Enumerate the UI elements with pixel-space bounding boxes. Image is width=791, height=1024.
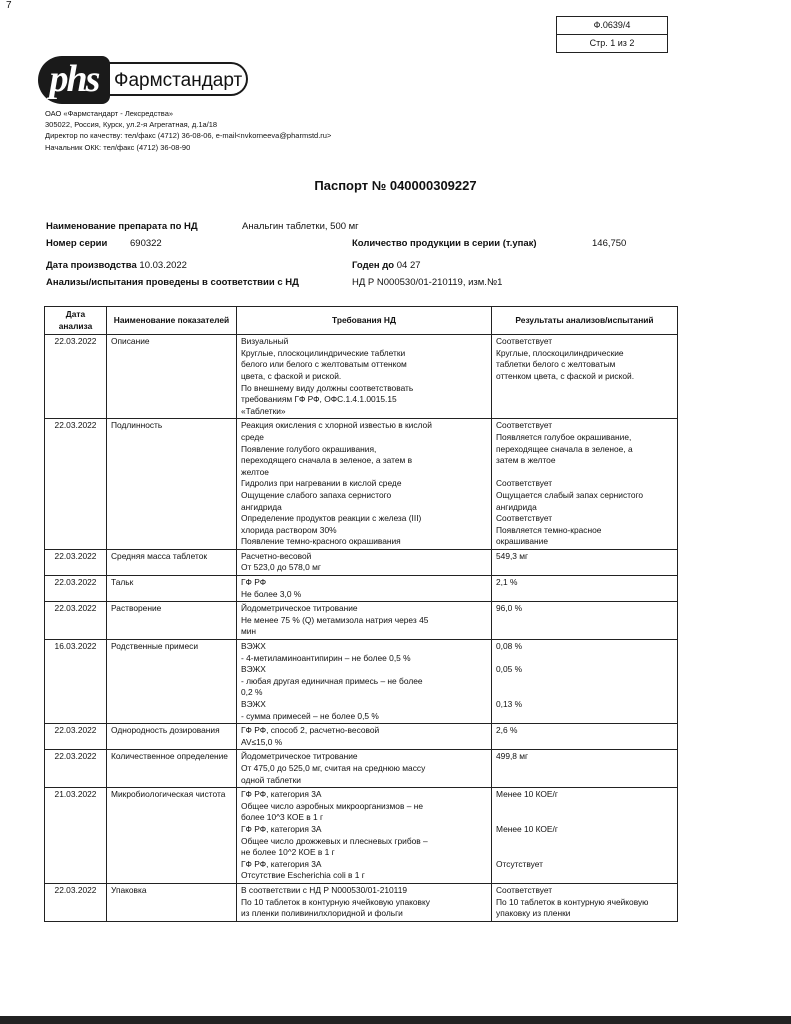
- result-line: Соответствует: [496, 336, 553, 347]
- result-line: [496, 676, 673, 688]
- requirements-cell: [237, 640, 492, 724]
- result-line: 0,13 %: [496, 699, 523, 709]
- result-line: [496, 711, 673, 723]
- result-line: ангидрида: [496, 501, 537, 512]
- requirement-line: мин: [241, 626, 257, 637]
- result-line: Соответствует: [496, 478, 553, 489]
- requirement-line: Круглые, плоскоцилиндрические таблетки: [241, 347, 406, 358]
- result-line: затем в желтое: [496, 455, 556, 466]
- indicator-name: Тальк: [107, 576, 237, 602]
- indicator-name: Родственные примеси: [107, 640, 237, 724]
- results-cell: [492, 602, 678, 640]
- requirement-line: ВЭЖХ: [241, 699, 266, 709]
- header-indicator: Наименование показателей: [107, 307, 237, 335]
- result-line: [496, 801, 673, 813]
- requirement-line: ГФ РФ, категория 3А: [241, 789, 322, 800]
- result-line: Отсутствует: [496, 858, 543, 869]
- drug-name-value: Анальгин таблетки, 500 мг: [242, 221, 359, 232]
- results-cell: [492, 576, 678, 602]
- requirements-cell: [237, 549, 492, 575]
- requirement-line: Общее число дрожжевых и плесневых грибов –: [241, 835, 428, 846]
- requirement-line: От 523,0 до 578,0 мг: [241, 562, 321, 573]
- requirements-cell: [237, 724, 492, 750]
- requirement-line: ГФ РФ, способ 2, расчетно-весовой: [241, 725, 380, 736]
- logo-brand-name: Фармстандарт: [108, 62, 248, 96]
- table-row: [45, 549, 678, 575]
- requirement-line: - 4-метиламиноантипирин – не более 0,5 %: [241, 652, 411, 663]
- result-line: [496, 847, 673, 859]
- results-cell: [492, 640, 678, 724]
- requirement-line: из пленки поливинилхлоридной и фольги: [241, 908, 403, 919]
- requirements-cell: [237, 419, 492, 550]
- results-cell: [492, 883, 678, 921]
- requirement-line: Ощущение слабого запаха сернистого: [241, 489, 392, 500]
- scan-edge: [0, 1016, 791, 1024]
- expiry-date: [352, 260, 421, 271]
- requirement-line: Гидролиз при нагревании в кислой среде: [241, 478, 402, 489]
- requirement-line: Общее число аэробных микроорганизмов – не: [241, 800, 424, 811]
- requirement-line: переходящего сначала в зеленое, а затем в: [241, 455, 413, 466]
- company-logo: [38, 56, 250, 104]
- page-indicator: Стр. 1 из 2: [557, 34, 667, 52]
- header-requirements: Требования НД: [237, 307, 492, 335]
- requirement-line: не более 10^2 КОЕ в 1 г: [241, 847, 335, 858]
- table-row: [45, 788, 678, 884]
- result-line: 96,0 %: [496, 603, 523, 614]
- table-header-row: [45, 307, 678, 335]
- table-row: [45, 750, 678, 788]
- expiry-value: 04 27: [396, 260, 421, 271]
- result-line: [496, 653, 673, 665]
- table-row: [45, 335, 678, 419]
- series-value: 690322: [130, 238, 162, 249]
- requirement-line: Отсутствие Escherichia coli в 1 г: [241, 870, 365, 881]
- indicator-name: Количественное определение: [107, 750, 237, 788]
- result-line: [496, 812, 673, 824]
- table-row: [45, 883, 678, 921]
- requirements-cell: [237, 883, 492, 921]
- indicator-name: Описание: [107, 335, 237, 419]
- passport-title: Паспорт № 040000309227: [314, 178, 477, 193]
- result-line: [496, 467, 673, 479]
- series-label: Номер серии: [46, 238, 108, 249]
- indicator-name: Однородность дозирования: [107, 724, 237, 750]
- nd-reference: НД Р N000530/01-210119, изм.№1: [352, 277, 503, 288]
- quality-director-contact: Директор по качеству: тел/факс (4712) 36-08-06, e-mail<nvkorneeva@pharmstd.ru>: [45, 131, 332, 140]
- analysis-date: 22.03.2022: [45, 602, 107, 640]
- results-cell: [492, 788, 678, 884]
- requirement-line: «Таблетки»: [241, 405, 286, 416]
- requirement-line: ВЭЖХ: [241, 641, 266, 652]
- result-line: 2,6 %: [496, 725, 518, 736]
- result-line: 0,05 %: [496, 664, 523, 675]
- result-line: [496, 687, 673, 699]
- production-date-label: Дата производства: [46, 260, 137, 271]
- requirement-line: От 475,0 до 525,0 мг, считая на среднюю массу: [241, 762, 426, 773]
- result-line: [496, 870, 673, 882]
- quantity-value: 146,750: [592, 238, 627, 249]
- table-row: [45, 576, 678, 602]
- result-line: упаковку из пленки: [496, 908, 571, 919]
- analysis-date: 22.03.2022: [45, 576, 107, 602]
- header-results: Результаты анализов/испытаний: [492, 307, 678, 335]
- requirement-line: Реакция окисления с хлорной известью в кислой: [241, 420, 432, 431]
- requirement-line: Расчетно-весовой: [241, 550, 312, 561]
- requirement-line: одной таблетки: [241, 774, 301, 785]
- table-body: [45, 335, 678, 922]
- requirement-line: Не более 3,0 %: [241, 588, 302, 599]
- requirements-cell: [237, 576, 492, 602]
- requirement-line: ВЭЖХ: [241, 664, 266, 675]
- corner-mark: 7: [6, 0, 12, 11]
- table-row: [45, 602, 678, 640]
- requirement-line: AV≤15,0 %: [241, 736, 283, 747]
- table-row: [45, 640, 678, 724]
- result-line: [496, 836, 673, 848]
- requirement-line: хлорида раствором 30%: [241, 524, 337, 535]
- requirement-line: Не менее 75 % (Q) метамизола натрия через 45: [241, 614, 429, 625]
- indicator-name: Растворение: [107, 602, 237, 640]
- requirement-line: По 10 таблеток в контурную ячейковую упаковку: [241, 896, 430, 907]
- requirement-line: белого или белого с желтоватым оттенком: [241, 359, 407, 370]
- requirement-line: - любая другая единичная примесь – не более: [241, 675, 423, 686]
- result-line: Соответствует: [496, 420, 553, 431]
- result-line: Появляется голубое окрашивание,: [496, 431, 632, 442]
- requirement-line: Появление голубого окрашивания,: [241, 443, 377, 454]
- result-line: 2,1 %: [496, 577, 518, 588]
- requirement-line: требованиям ГФ РФ, ОФС.1.4.1.0015.15: [241, 394, 397, 405]
- requirement-line: желтое: [241, 466, 269, 477]
- result-line: Ощущается слабый запах сернистого: [496, 489, 644, 500]
- production-date-value: 10.03.2022: [139, 260, 187, 271]
- header-date: Дата анализа: [45, 307, 107, 335]
- requirement-line: ГФ РФ, категория 3А: [241, 823, 322, 834]
- analysis-date: 22.03.2022: [45, 724, 107, 750]
- requirement-line: цвета, с фаской и риской.: [241, 370, 342, 381]
- analysis-date: 22.03.2022: [45, 335, 107, 419]
- analysis-date: 22.03.2022: [45, 549, 107, 575]
- requirements-cell: [237, 602, 492, 640]
- indicator-name: Упаковка: [107, 883, 237, 921]
- requirement-line: Визуальный: [241, 336, 289, 347]
- requirement-line: - сумма примесей – не более 0,5 %: [241, 710, 379, 721]
- analysis-date: 22.03.2022: [45, 419, 107, 550]
- results-cell: [492, 335, 678, 419]
- requirement-line: 0,2 %: [241, 687, 263, 698]
- analysis-date: 22.03.2022: [45, 750, 107, 788]
- requirement-line: Появление темно-красного окрашивания: [241, 536, 401, 547]
- requirement-line: Йодометрическое титрование: [241, 751, 358, 762]
- result-line: 549,3 мг: [496, 550, 529, 561]
- requirements-cell: [237, 335, 492, 419]
- quantity-label: Количество продукции в серии (т.упак): [352, 238, 537, 249]
- results-cell: [492, 549, 678, 575]
- analysis-table: [44, 306, 678, 922]
- result-line: таблетки белого с желтоватым: [496, 359, 616, 370]
- analysis-date: 22.03.2022: [45, 883, 107, 921]
- result-line: По 10 таблеток в контурную ячейковую: [496, 896, 649, 907]
- requirements-cell: [237, 788, 492, 884]
- result-line: Появляется темно-красное: [496, 524, 602, 535]
- result-line: оттенком цвета, с фаской и риской.: [496, 370, 635, 381]
- form-code-box: [556, 16, 668, 53]
- tests-conducted-label: Анализы/испытания проведены в соответствии с НД: [46, 277, 299, 288]
- company-address: 305022, Россия, Курск, ул.2-я Агрегатная, д.1а/18: [45, 120, 218, 129]
- analysis-date: 21.03.2022: [45, 788, 107, 884]
- requirement-line: Определение продуктов реакции с железа (III): [241, 513, 422, 524]
- requirement-line: более 10^3 КОЕ в 1 г: [241, 812, 324, 823]
- table-row: [45, 419, 678, 550]
- results-cell: [492, 724, 678, 750]
- requirement-line: ангидрида: [241, 501, 282, 512]
- result-line: Круглые, плоскоцилиндрические: [496, 347, 624, 358]
- okk-head-contact: Начальник ОКК: тел/факс (4712) 36-08-90: [45, 143, 191, 152]
- indicator-name: Подлинность: [107, 419, 237, 550]
- result-line: Соответствует: [496, 513, 553, 524]
- result-line: окрашивание: [496, 536, 549, 547]
- indicator-name: Средняя масса таблеток: [107, 549, 237, 575]
- requirement-line: ГФ РФ: [241, 577, 267, 588]
- result-line: 499,8 мг: [496, 751, 529, 762]
- requirement-line: среде: [241, 431, 264, 442]
- results-cell: [492, 750, 678, 788]
- result-line: Менее 10 КОЕ/г: [496, 823, 558, 834]
- result-line: 0,08 %: [496, 641, 523, 652]
- indicator-name: Микробиологическая чистота: [107, 788, 237, 884]
- expiry-label: Годен до: [352, 260, 395, 271]
- requirement-line: Йодометрическое титрование: [241, 603, 358, 614]
- requirements-cell: [237, 750, 492, 788]
- results-cell: [492, 419, 678, 550]
- company-name: ОАО «Фармстандарт - Лексредства»: [45, 109, 174, 118]
- requirement-line: ГФ РФ, категория 3А: [241, 858, 322, 869]
- result-line: Менее 10 КОЕ/г: [496, 789, 558, 800]
- result-line: Соответствует: [496, 884, 553, 895]
- form-code: Ф.0639/4: [593, 20, 631, 30]
- table-row: [45, 724, 678, 750]
- requirement-line: По внешнему виду должны соответствовать: [241, 382, 414, 393]
- logo-mark: phs: [38, 56, 110, 104]
- requirement-line: В соответствии с НД Р N000530/01-210119: [241, 884, 408, 895]
- result-line: переходящее сначала в зеленое, а: [496, 443, 633, 454]
- analysis-date: 16.03.2022: [45, 640, 107, 724]
- production-date: [46, 260, 187, 271]
- drug-name-label: Наименование препарата по НД: [46, 221, 198, 232]
